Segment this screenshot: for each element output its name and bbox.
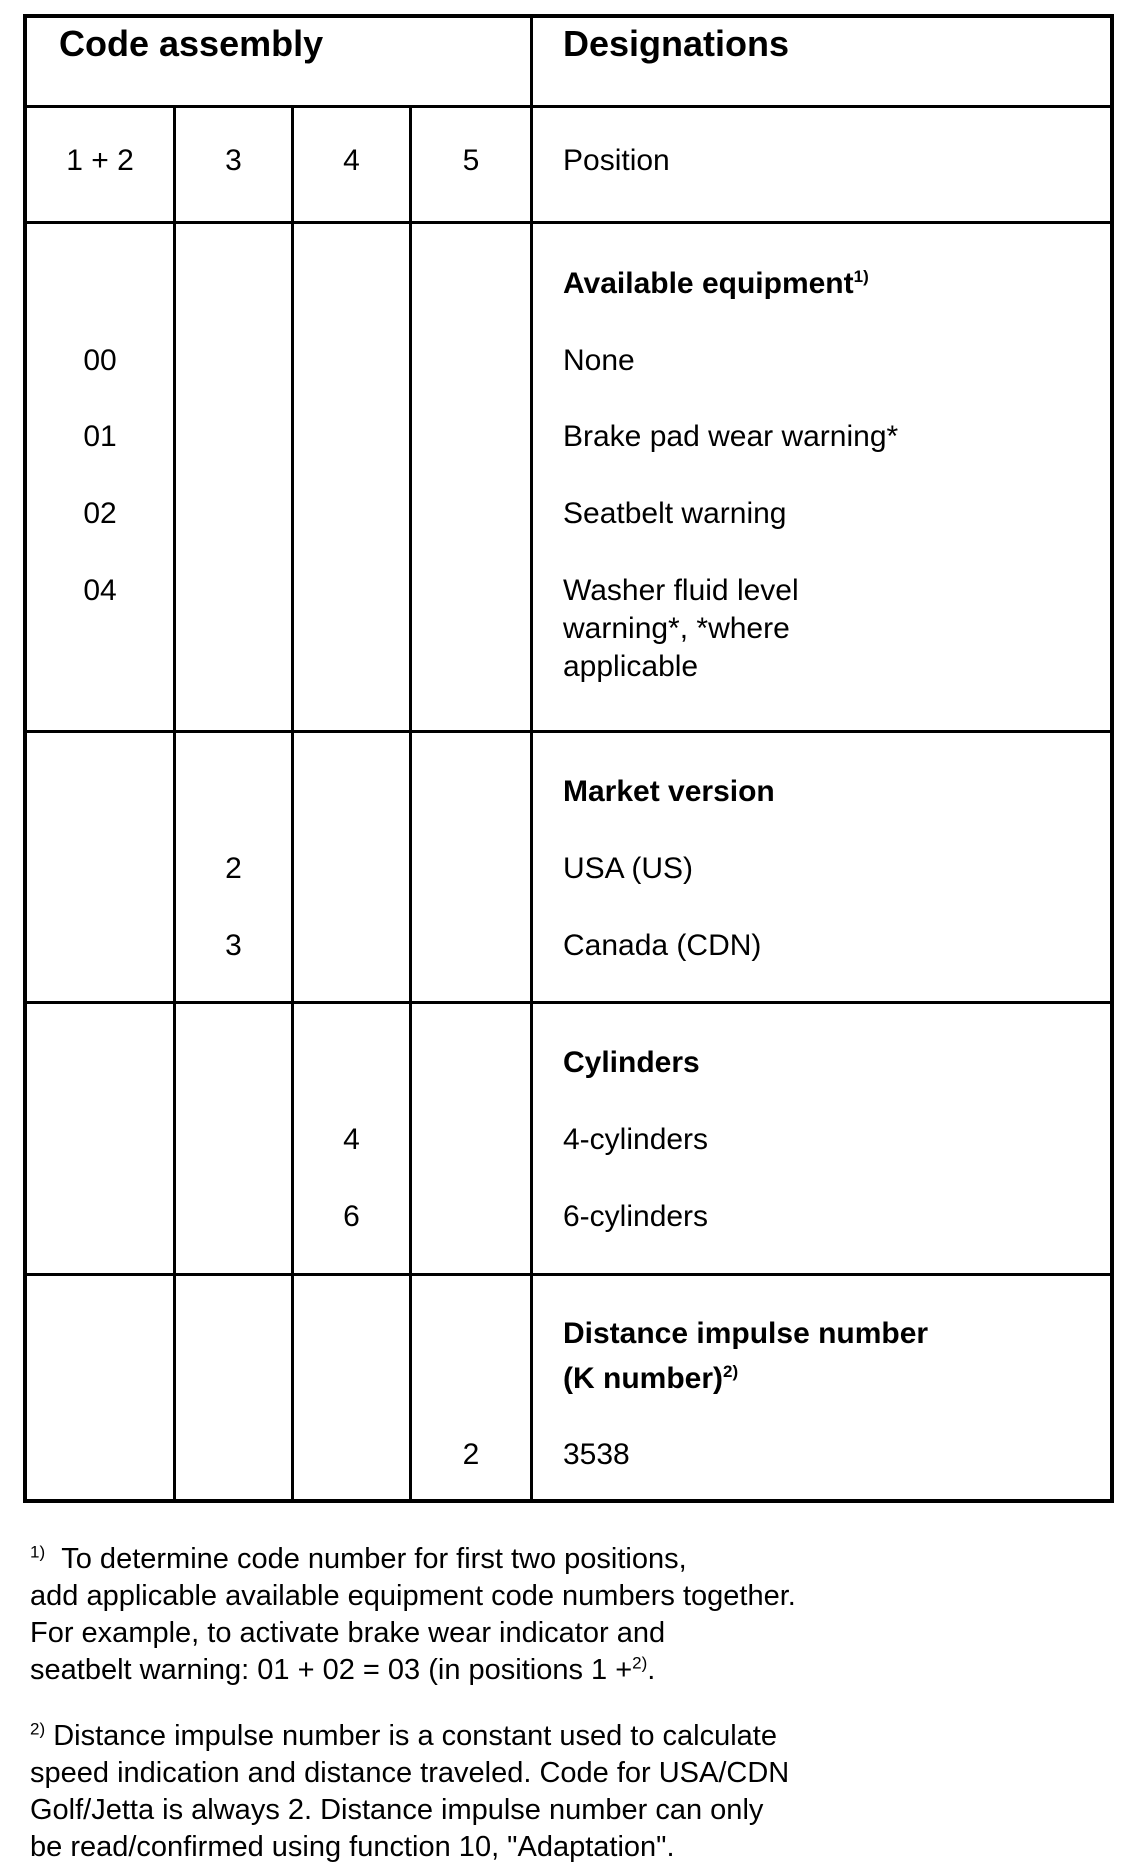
- row-divider: [27, 105, 1110, 108]
- row-divider: [27, 1273, 1110, 1276]
- section-title-k-number: (K number)$^{2)}$: [563, 1362, 739, 1395]
- column-divider: [291, 105, 294, 1499]
- code-02: 02: [83, 497, 117, 530]
- footnote-ref: 2): [723, 1362, 739, 1381]
- label-seatbelt: Seatbelt warning: [563, 497, 787, 530]
- section-title-distance: Distance impulse number: [563, 1317, 929, 1350]
- section-title-equipment: Available equipment$^{1)}$: [563, 267, 869, 300]
- column-divider: [173, 105, 176, 1499]
- label-6-cylinders: 6-cylinders: [563, 1200, 709, 1233]
- column-divider: [530, 18, 533, 1499]
- label-none: None: [563, 344, 635, 377]
- code-cyl-6: 6: [343, 1200, 360, 1233]
- col-label-4: 4: [343, 144, 360, 177]
- code-04: 04: [83, 574, 117, 607]
- label-brake-pad: Brake pad wear warning*: [563, 420, 899, 453]
- section-title-market: Market version: [563, 775, 775, 808]
- col-label-3: 3: [225, 144, 242, 177]
- label-4-cylinders: 4-cylinders: [563, 1123, 709, 1156]
- header-designations: Designations: [563, 23, 790, 64]
- code-00: 00: [83, 344, 117, 377]
- footnote-marker: 2): [30, 1719, 46, 1739]
- label-3538: 3538: [563, 1438, 630, 1471]
- col-label-1-2: 1 + 2: [66, 144, 134, 177]
- label-usa: USA (US): [563, 852, 694, 885]
- code-01: 01: [83, 420, 117, 453]
- row-divider: [27, 1001, 1110, 1004]
- code-distance-2: 2: [462, 1438, 480, 1471]
- col-label-position: Position: [563, 144, 670, 177]
- footnote-2: $^{2)}$ Distance impulse number is a constant used to calculate speed indication and distance traveled. Code for USA/CDN Golf/Jetta is always 2. Distance impulse number can only be read/confirmed using function 10, "Adaptation".: [30, 1719, 790, 1863]
- code-assembly-table: [23, 14, 1114, 1503]
- code-market-2: 2: [225, 852, 242, 885]
- row-divider: [27, 730, 1110, 733]
- code-market-3: 3: [225, 929, 242, 962]
- section-title-cylinders: Cylinders: [563, 1046, 700, 1079]
- footnote-1: $^{1)}$ To determine code number for first two positions, add applicable available equipment code numbers together. For example, to activate brake wear indicator and seatbelt warning: 01 + 02 = 03 (in positions 1 +$^{2)}$.: [30, 1542, 796, 1686]
- code-cyl-4: 4: [343, 1123, 360, 1156]
- row-divider: [27, 221, 1110, 224]
- column-divider: [409, 105, 412, 1499]
- footnote-ref: 1): [853, 267, 869, 286]
- col-label-5: 5: [462, 144, 480, 177]
- label-washer-fluid: Washer fluid level warning*, *where applicable: [563, 574, 799, 683]
- label-canada: Canada (CDN): [563, 929, 762, 962]
- footnote-marker: 1): [30, 1542, 46, 1562]
- header-code-assembly: Code assembly: [59, 23, 324, 64]
